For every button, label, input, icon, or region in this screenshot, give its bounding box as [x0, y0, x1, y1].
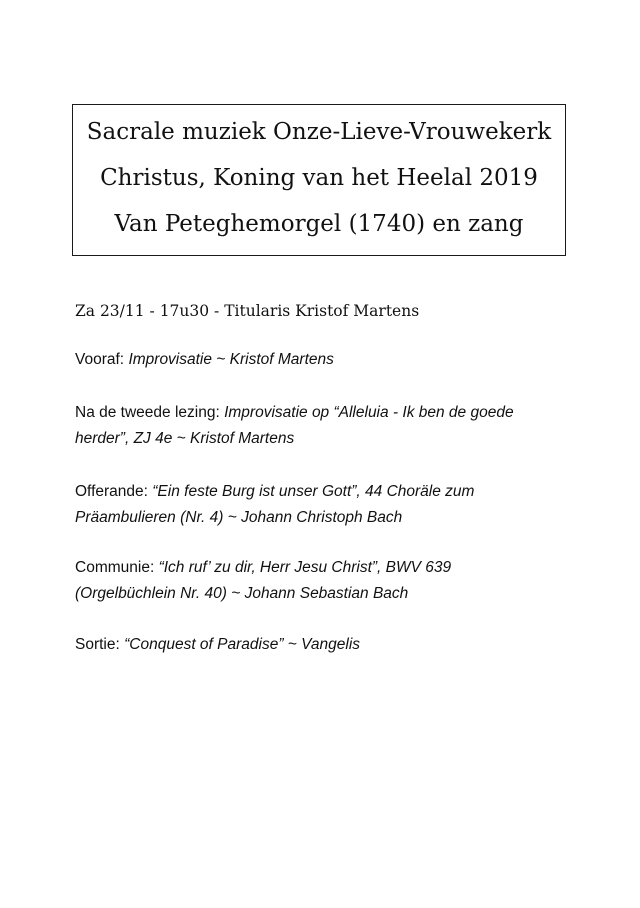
- entry-na-lezing-label: Na de tweede lezing:: [75, 404, 225, 421]
- date-line: Za 23/11 - 17u30 - Titularis Kristof Martens: [75, 302, 420, 320]
- entry-offerande-line-2: [75, 505, 565, 531]
- entry-vooraf-label: Vooraf:: [75, 351, 129, 368]
- entry-na-lezing-line-1: [75, 400, 565, 426]
- entry-offerande-label: Offerande:: [75, 483, 153, 500]
- title-line-2: Christus, Koning van het Heelal 2019: [100, 165, 538, 191]
- entry-offerande: [75, 479, 565, 531]
- title-box: [72, 104, 566, 256]
- entry-communie-line-2: [75, 581, 565, 607]
- entry-communie-line-1: [75, 555, 565, 581]
- entry-na-lezing-work-2: herder”, ZJ 4e ~ Kristof Martens: [75, 430, 295, 447]
- entry-vooraf-work: Improvisatie ~ Kristof Martens: [128, 351, 334, 368]
- entry-offerande-work-2: Präambulieren (Nr. 4) ~ Johann Christoph Bach: [75, 509, 403, 526]
- title-line-1: Sacrale muziek Onze-Lieve-Vrouwekerk: [86, 119, 552, 145]
- entry-sortie-label: Sortie:: [75, 636, 125, 653]
- entry-communie: [75, 555, 565, 607]
- entry-communie-work-2: (Orgelbüchlein Nr. 40) ~ Johann Sebastian Bach: [75, 585, 409, 602]
- entry-sortie-line: [75, 632, 565, 658]
- entry-communie-label: Communie:: [75, 559, 159, 576]
- title-line-3: Van Peteghemorgel (1740) en zang: [114, 211, 524, 237]
- entry-vooraf-line: [75, 347, 565, 373]
- entry-sortie-work: “Conquest of Paradise” ~ Vangelis: [124, 636, 361, 653]
- entry-vooraf: [75, 347, 565, 373]
- entry-na-lezing: [75, 400, 565, 452]
- entry-communie-work-1: “Ich ruf’ zu dir, Herr Jesu Christ”, BWV 639: [158, 559, 452, 576]
- entry-na-lezing-work-1: Improvisatie op “Alleluia - Ik ben de goede: [224, 404, 514, 421]
- entry-offerande-work-1: “Ein feste Burg ist unser Gott”, 44 Choräle zum: [152, 483, 475, 500]
- entry-offerande-line-1: [75, 479, 565, 505]
- entry-na-lezing-line-2: [75, 426, 565, 452]
- entry-sortie: [75, 632, 565, 658]
